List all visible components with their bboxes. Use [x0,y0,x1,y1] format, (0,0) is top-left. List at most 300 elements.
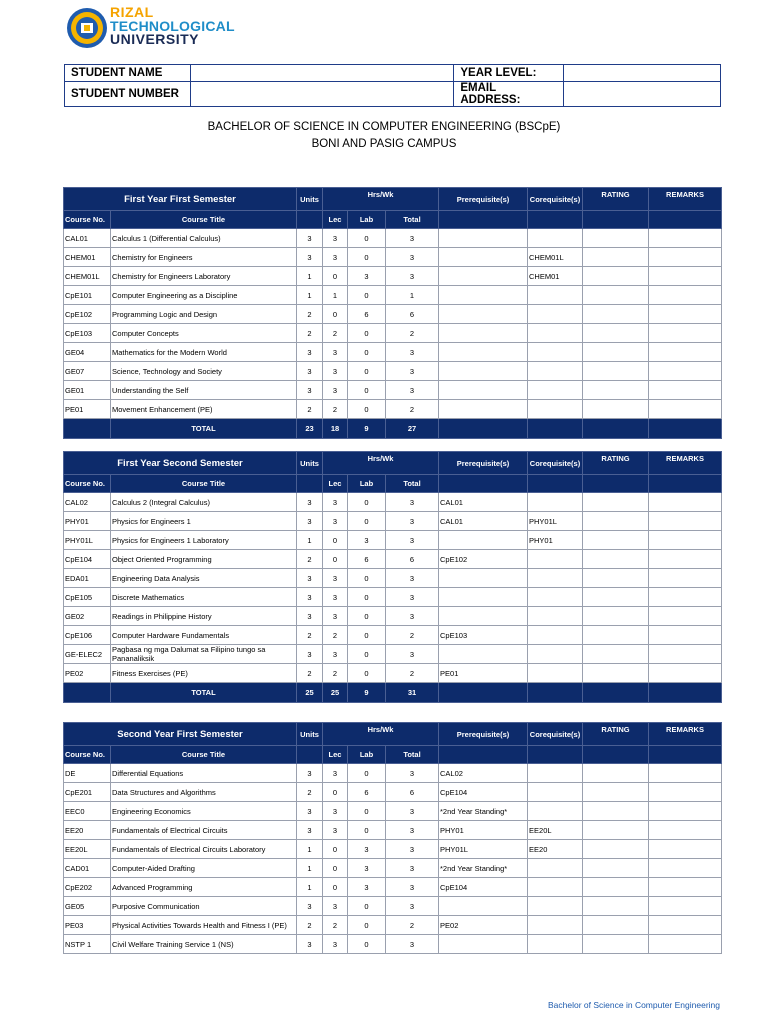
header-units: Units [297,188,323,211]
course-title: Computer-Aided Drafting [111,859,297,878]
remarks-cell[interactable] [649,531,722,550]
rating-cell[interactable] [583,267,649,286]
course-units: 3 [297,362,323,381]
course-corequisite [528,362,583,381]
course-corequisite [528,783,583,802]
course-no: CpE104 [64,550,111,569]
email-label: EMAIL ADDRESS: [454,82,564,107]
course-no: NSTP 1 [64,935,111,954]
course-lab: 3 [348,267,386,286]
course-no: GE07 [64,362,111,381]
semester-title: First Year First Semester [64,188,297,211]
course-units: 3 [297,512,323,531]
table-row [64,550,722,569]
semester-title: First Year Second Semester [64,452,297,475]
table-row [64,512,722,531]
remarks-cell[interactable] [649,400,722,419]
semester-table [63,451,722,703]
total-label: TOTAL [111,419,297,439]
logo-line-2: TECHNOLOGICAL [110,17,235,34]
table-row [64,916,722,935]
course-no: GE02 [64,607,111,626]
course-lec: 3 [323,645,348,664]
course-units: 1 [297,859,323,878]
remarks-cell[interactable] [649,821,722,840]
course-lec: 3 [323,569,348,588]
header-lec: Lec [323,746,348,764]
total-blank [649,419,722,439]
course-total: 3 [386,229,439,248]
course-total: 3 [386,897,439,916]
remarks-cell[interactable] [649,916,722,935]
header-blank [649,475,722,493]
header-corequisite: Corequisite(s) [528,188,583,211]
course-total: 3 [386,878,439,897]
header-lec: Lec [323,475,348,493]
course-lec: 0 [323,783,348,802]
course-lab: 3 [348,859,386,878]
header-units: Units [297,452,323,475]
course-title: Engineering Economics [111,802,297,821]
course-corequisite [528,935,583,954]
header-corequisite: Corequisite(s) [528,723,583,746]
course-no: PE03 [64,916,111,935]
table-row [64,343,722,362]
rating-cell[interactable] [583,859,649,878]
course-lab: 0 [348,324,386,343]
course-total: 3 [386,512,439,531]
course-corequisite [528,859,583,878]
logo-line-1: RIZAL [110,4,154,20]
course-corequisite [528,343,583,362]
course-title: Understanding the Self [111,381,297,400]
course-units: 2 [297,783,323,802]
table-row [64,626,722,645]
total-blank [583,419,649,439]
remarks-cell[interactable] [649,664,722,683]
course-corequisite [528,324,583,343]
remarks-cell[interactable] [649,783,722,802]
total-units: 23 [297,419,323,439]
remarks-cell[interactable] [649,248,722,267]
course-corequisite [528,305,583,324]
header-rating: RATING [583,452,649,475]
course-no: CHEM01 [64,248,111,267]
course-no: PHY01L [64,531,111,550]
semester-table [63,722,722,954]
course-prerequisite: *2nd Year Standing* [439,859,528,878]
course-title: Calculus 1 (Differential Calculus) [111,229,297,248]
course-total: 3 [386,840,439,859]
remarks-cell[interactable] [649,569,722,588]
course-corequisite [528,381,583,400]
rating-cell[interactable] [583,229,649,248]
course-corequisite: CHEM01 [528,267,583,286]
remarks-cell[interactable] [649,286,722,305]
remarks-cell[interactable] [649,305,722,324]
table-row [64,324,722,343]
course-total: 3 [386,607,439,626]
course-units: 2 [297,324,323,343]
course-no: CpE201 [64,783,111,802]
rating-cell[interactable] [583,664,649,683]
course-title: Fundamentals of Electrical Circuits [111,821,297,840]
course-title: Computer Hardware Fundamentals [111,626,297,645]
course-units: 3 [297,588,323,607]
course-title: Civil Welfare Training Service 1 (NS) [111,935,297,954]
course-corequisite: PHY01 [528,531,583,550]
course-lab: 0 [348,588,386,607]
table-row [64,935,722,954]
course-prerequisite [439,897,528,916]
header-total: Total [386,746,439,764]
course-units: 3 [297,645,323,664]
course-lab: 0 [348,248,386,267]
course-corequisite [528,229,583,248]
header-hrs-wk: Hrs/Wk [323,188,439,211]
rating-cell[interactable] [583,607,649,626]
course-total: 2 [386,400,439,419]
course-no: CpE101 [64,286,111,305]
course-title: Physical Activities Towards Health and Fitness I (PE) [111,916,297,935]
rating-cell[interactable] [583,493,649,512]
course-prerequisite [439,343,528,362]
student-name-label: STUDENT NAME [65,65,191,82]
rating-cell[interactable] [583,916,649,935]
course-lab: 0 [348,400,386,419]
rating-cell[interactable] [583,400,649,419]
course-lec: 3 [323,362,348,381]
course-units: 3 [297,607,323,626]
course-corequisite [528,916,583,935]
course-title: Discrete Mathematics [111,588,297,607]
remarks-cell[interactable] [649,859,722,878]
course-lec: 3 [323,821,348,840]
rating-cell[interactable] [583,381,649,400]
course-units: 3 [297,229,323,248]
course-prerequisite: CpE102 [439,550,528,569]
course-lab: 0 [348,607,386,626]
course-corequisite [528,626,583,645]
rating-cell[interactable] [583,588,649,607]
header-blank [439,746,528,764]
remarks-cell[interactable] [649,897,722,916]
course-units: 3 [297,764,323,783]
course-title: Calculus 2 (Integral Calculus) [111,493,297,512]
rating-cell[interactable] [583,645,649,664]
course-lab: 0 [348,512,386,531]
course-prerequisite: CpE103 [439,626,528,645]
remarks-cell[interactable] [649,935,722,954]
table-row [64,783,722,802]
course-lec: 3 [323,512,348,531]
rating-cell[interactable] [583,897,649,916]
course-total: 6 [386,783,439,802]
course-title: Data Structures and Algorithms [111,783,297,802]
student-number-field[interactable] [190,82,453,107]
total-lec: 25 [323,683,348,703]
total-blank [439,683,528,703]
course-units: 3 [297,935,323,954]
course-lec: 0 [323,531,348,550]
course-title: Differential Equations [111,764,297,783]
header-blank [528,475,583,493]
total-blank [528,683,583,703]
course-total: 3 [386,588,439,607]
student-name-field[interactable] [190,65,453,82]
remarks-cell[interactable] [649,267,722,286]
course-lab: 6 [348,783,386,802]
course-lab: 0 [348,916,386,935]
rating-cell[interactable] [583,512,649,531]
course-units: 2 [297,400,323,419]
total-blank [649,683,722,703]
course-units: 3 [297,802,323,821]
remarks-cell[interactable] [649,229,722,248]
course-no: PHY01 [64,512,111,531]
course-total: 3 [386,362,439,381]
remarks-cell[interactable] [649,493,722,512]
course-units: 1 [297,286,323,305]
remarks-cell[interactable] [649,764,722,783]
rating-cell[interactable] [583,286,649,305]
rating-cell[interactable] [583,324,649,343]
header-prerequisite: Prerequisite(s) [439,723,528,746]
rating-cell[interactable] [583,878,649,897]
course-corequisite [528,607,583,626]
table-row [64,859,722,878]
course-total: 2 [386,324,439,343]
header-course-title: Course Title [111,746,297,764]
course-lab: 3 [348,840,386,859]
course-title: Chemistry for Engineers [111,248,297,267]
table-row [64,664,722,683]
course-lec: 2 [323,664,348,683]
email-field[interactable] [564,82,721,107]
course-units: 1 [297,840,323,859]
course-prerequisite [439,645,528,664]
course-no: CpE103 [64,324,111,343]
course-title: Fundamentals of Electrical Circuits Laboratory [111,840,297,859]
header-blank [583,475,649,493]
course-lec: 3 [323,764,348,783]
remarks-cell[interactable] [649,840,722,859]
remarks-cell[interactable] [649,324,722,343]
course-lec: 3 [323,248,348,267]
table-row [64,531,722,550]
campus-title: BONI AND PASIG CAMPUS [311,138,457,150]
rating-cell[interactable] [583,248,649,267]
course-total: 6 [386,550,439,569]
remarks-cell[interactable] [649,550,722,569]
table-row [64,878,722,897]
course-title: Advanced Programming [111,878,297,897]
semester-table [63,187,722,439]
course-title: Programming Logic and Design [111,305,297,324]
rating-cell[interactable] [583,531,649,550]
year-level-field[interactable] [564,65,721,82]
course-total: 2 [386,916,439,935]
table-row [64,305,722,324]
course-no: GE01 [64,381,111,400]
course-lab: 0 [348,664,386,683]
course-units: 1 [297,531,323,550]
total-blank [439,419,528,439]
table-row [64,267,722,286]
course-title: Fitness Exercises (PE) [111,664,297,683]
course-no: DE [64,764,111,783]
course-total: 1 [386,286,439,305]
course-corequisite [528,897,583,916]
course-corequisite [528,550,583,569]
header-blank [297,475,323,493]
course-lab: 6 [348,305,386,324]
course-units: 2 [297,550,323,569]
remarks-cell[interactable] [649,802,722,821]
total-lab: 9 [348,683,386,703]
total-label: TOTAL [111,683,297,703]
rating-cell[interactable] [583,569,649,588]
table-row [64,229,722,248]
course-lab: 6 [348,550,386,569]
remarks-cell[interactable] [649,878,722,897]
course-lec: 3 [323,493,348,512]
course-corequisite [528,878,583,897]
course-corequisite [528,286,583,305]
course-prerequisite [439,381,528,400]
rating-cell[interactable] [583,305,649,324]
semester-title: Second Year First Semester [64,723,297,746]
remarks-cell[interactable] [649,626,722,645]
student-number-label: STUDENT NUMBER [65,82,191,107]
rating-cell[interactable] [583,362,649,381]
course-units: 1 [297,878,323,897]
course-lab: 0 [348,569,386,588]
course-total: 3 [386,935,439,954]
course-lec: 0 [323,267,348,286]
course-lec: 3 [323,607,348,626]
table-row [64,645,722,664]
remarks-cell[interactable] [649,588,722,607]
course-prerequisite [439,229,528,248]
table-row [64,821,722,840]
course-total: 3 [386,493,439,512]
course-lab: 0 [348,821,386,840]
table-row [64,840,722,859]
total-row [64,419,722,439]
total-hours: 31 [386,683,439,703]
total-lec: 18 [323,419,348,439]
header-hrs-wk: Hrs/Wk [323,452,439,475]
course-lec: 0 [323,878,348,897]
course-prerequisite: PHY01L [439,840,528,859]
course-prerequisite [439,607,528,626]
header-remarks: REMARKS [649,723,722,746]
course-lec: 2 [323,626,348,645]
remarks-cell[interactable] [649,362,722,381]
remarks-cell[interactable] [649,607,722,626]
course-units: 3 [297,493,323,512]
course-no: EDA01 [64,569,111,588]
header-course-title: Course Title [111,475,297,493]
remarks-cell[interactable] [649,381,722,400]
total-hours: 27 [386,419,439,439]
rating-cell[interactable] [583,821,649,840]
course-lec: 0 [323,550,348,569]
course-corequisite [528,493,583,512]
course-no: CpE105 [64,588,111,607]
header-blank [583,211,649,229]
table-row [64,286,722,305]
course-total: 3 [386,569,439,588]
header-blank [528,211,583,229]
course-no: GE-ELEC2 [64,645,111,664]
course-prerequisite [439,286,528,305]
course-title: Physics for Engineers 1 [111,512,297,531]
course-no: CpE106 [64,626,111,645]
student-info-table [64,64,721,107]
remarks-cell[interactable] [649,645,722,664]
course-lec: 1 [323,286,348,305]
table-row [64,897,722,916]
course-title: Purposive Communication [111,897,297,916]
course-lec: 2 [323,916,348,935]
course-prerequisite: PE02 [439,916,528,935]
course-title: Readings in Philippine History [111,607,297,626]
rating-cell[interactable] [583,783,649,802]
header-lab: Lab [348,475,386,493]
rating-cell[interactable] [583,935,649,954]
course-lec: 3 [323,935,348,954]
course-units: 2 [297,916,323,935]
course-total: 6 [386,305,439,324]
total-blank [583,683,649,703]
course-units: 3 [297,248,323,267]
header-blank [439,475,528,493]
course-units: 1 [297,267,323,286]
course-lab: 0 [348,935,386,954]
course-units: 3 [297,821,323,840]
remarks-cell[interactable] [649,512,722,531]
header-course-no: Course No. [64,211,111,229]
rating-cell[interactable] [583,343,649,362]
course-title: Computer Concepts [111,324,297,343]
course-prerequisite [439,267,528,286]
header-course-title: Course Title [111,211,297,229]
total-lab: 9 [348,419,386,439]
course-total: 3 [386,248,439,267]
table-row [64,588,722,607]
course-lec: 3 [323,588,348,607]
rating-cell[interactable] [583,840,649,859]
header-rating: RATING [583,188,649,211]
course-prerequisite: CAL02 [439,764,528,783]
course-total: 3 [386,531,439,550]
header-hrs-wk: Hrs/Wk [323,723,439,746]
table-row [64,802,722,821]
rating-cell[interactable] [583,802,649,821]
header-lab: Lab [348,211,386,229]
university-logo [66,6,266,56]
header-total: Total [386,211,439,229]
remarks-cell[interactable] [649,343,722,362]
course-units: 3 [297,343,323,362]
course-corequisite [528,400,583,419]
rating-cell[interactable] [583,764,649,783]
rating-cell[interactable] [583,550,649,569]
rating-cell[interactable] [583,626,649,645]
footer-program-name: Bachelor of Science in Computer Engineering [548,1000,720,1010]
